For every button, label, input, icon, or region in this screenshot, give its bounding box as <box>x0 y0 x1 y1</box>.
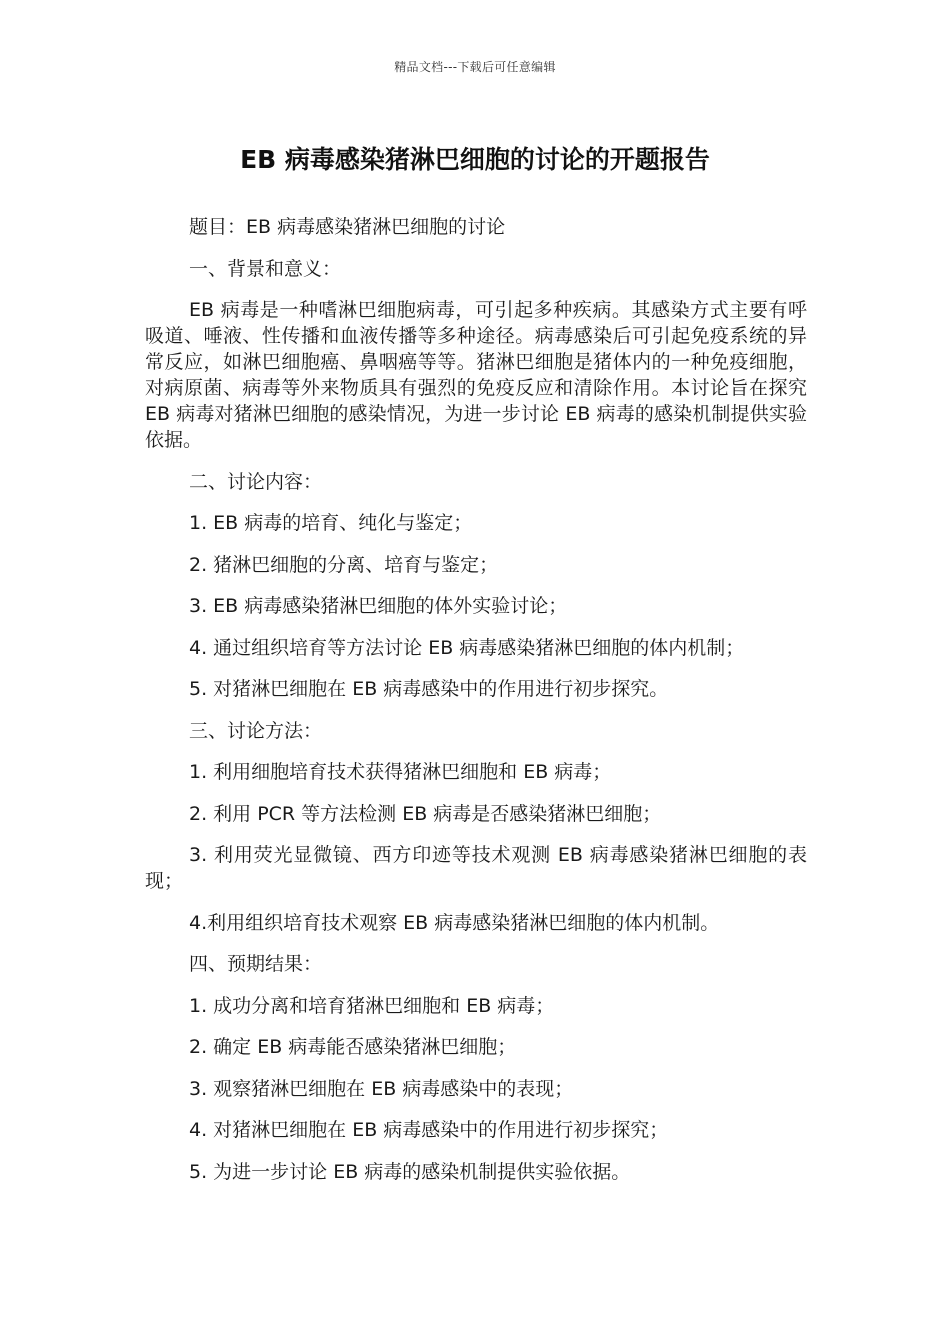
results-item: 4. 对猪淋巴细胞在 EB 病毒感染中的作用进行初步探究； <box>189 1119 669 1141</box>
header-note: 精品文档---下载后可任意编辑 <box>394 60 556 74</box>
topic-line: 题目：EB 病毒感染猪淋巴细胞的讨论 <box>189 216 506 238</box>
methods-item: 2. 利用 PCR 等方法检测 EB 病毒是否感染猪淋巴细胞； <box>189 802 662 825</box>
results-item: 2. 确定 EB 病毒能否感染猪淋巴细胞； <box>189 1036 517 1058</box>
content-item: 4. 通过组织培育等方法讨论 EB 病毒感染猪淋巴细胞的体内机制； <box>189 636 745 659</box>
results-item: 1. 成功分离和培育猪淋巴细胞和 EB 病毒； <box>189 994 555 1017</box>
content-heading: 二、讨论内容： <box>189 470 323 493</box>
content-item: 1. EB 病毒的培育、纯化与鉴定； <box>189 512 473 534</box>
document-title: EB 病毒感染猪淋巴细胞的讨论的开题报告 <box>240 145 710 174</box>
methods-item: 1. 利用细胞培育技术获得猪淋巴细胞和 EB 病毒； <box>189 761 612 783</box>
methods-item: 4.利用组织培育技术观察 EB 病毒感染猪淋巴细胞的体内机制。 <box>189 911 720 934</box>
background-heading: 一、背景和意义： <box>189 257 342 280</box>
results-heading: 四、预期结果： <box>189 953 323 975</box>
methods-heading: 三、讨论方法： <box>189 719 323 742</box>
results-item: 5. 为进一步讨论 EB 病毒的感染机制提供实验依据。 <box>189 1160 631 1183</box>
content-item: 5. 对猪淋巴细胞在 EB 病毒感染中的作用进行初步探究。 <box>189 678 669 700</box>
background-paragraph: EB 病毒是一种嗜淋巴细胞病毒，可引起多种疾病。其感染方式主要有呼吸道、唾液、性传播和血液传播等多种途径。病毒感染后可引起免疫系统的异常反应，如淋巴细胞癌、鼻咽癌等等。猪淋巴细胞是猪体内的一种免疫细胞，对病原菌、病毒等外来物质具有强烈的免疫反应和清除作用。本讨论旨在探究 EB 病毒对猪淋巴细胞的感染情况，为进一步讨论 EB 病毒的感染机制提供实验依据。 <box>145 299 807 451</box>
content-item: 3. EB 病毒感染猪淋巴细胞的体外实验讨论； <box>189 595 568 617</box>
content-item: 2. 猪淋巴细胞的分离、培育与鉴定； <box>189 553 499 576</box>
results-item: 3. 观察猪淋巴细胞在 EB 病毒感染中的表现； <box>189 1077 574 1100</box>
document-body <box>145 214 807 1200</box>
methods-item: 3. 利用荧光显微镜、西方印迹等技术观测 EB 病毒感染猪淋巴细胞的表现； <box>145 844 807 892</box>
